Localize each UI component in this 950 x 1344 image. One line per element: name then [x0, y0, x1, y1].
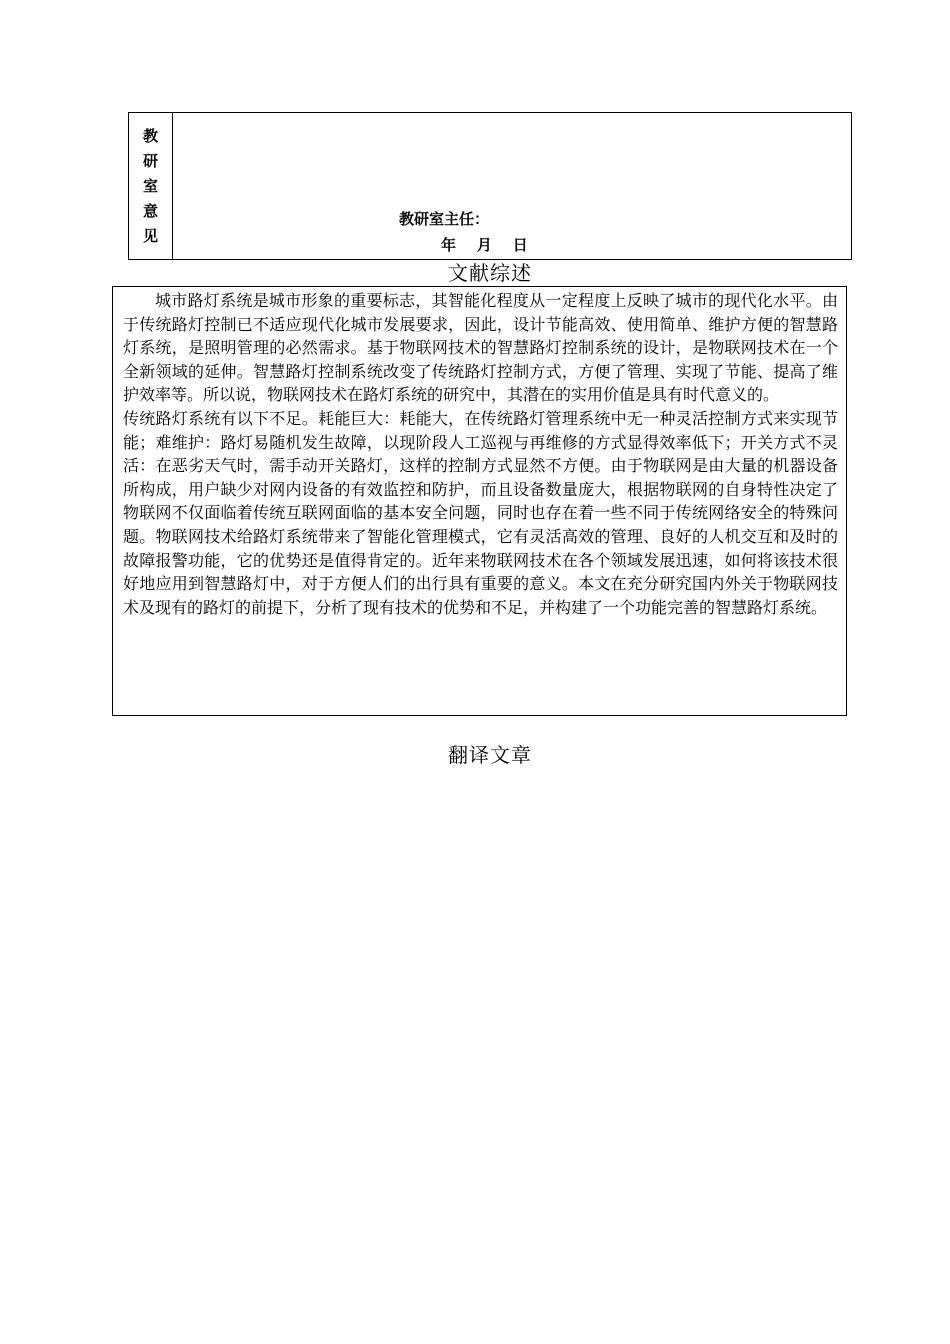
- review-paragraph-2: 传统路灯系统有以下不足。耗能巨大：耗能大，在传统路灯管理系统中无一种灵活控制方式来实现节能；难维护：路灯易随机发生故障，以现阶段人工巡视与再维修的方式显得效率低下；开关方式不灵活：在恶劣天气时，需手动开关路灯，这样的控制方式显然不方便。由于物联网是由大量的机器设备所构成，用户缺少对网内设备的有效监控和防护，而且设备数量庞大，根据物联网的自身特性决定了物联网不仅面临着传统互联网面临的基本安全问题，同时也存在着一些不同于传统网络安全的特殊问题。物联网技术给路灯系统带来了智能化管理模式，它有灵活高效的管理、良好的人机交互和及时的故障报警功能，它的优势还是值得肯定的。近年来物联网技术在各个领域发展迅速，如何将该技术很好地应用到智慧路灯中，对于方便人们的出行具有重要的意义。本文在充分研究国内外关于物联网技术及现有的路灯的前提下，分析了现有技术的优势和不足，并构建了一个功能完善的智慧路灯系统。: [123, 408, 838, 617]
- literature-review-box: [112, 286, 847, 716]
- department-opinion-content: [173, 113, 851, 259]
- label-char: 意: [142, 202, 158, 220]
- director-signature-label: 教研室主任：: [399, 210, 490, 228]
- literature-review-heading: 文献综述: [448, 261, 532, 285]
- department-opinion-table: [128, 112, 852, 260]
- translation-heading: 翻译文章: [448, 743, 532, 767]
- label-char: 室: [142, 177, 158, 195]
- department-opinion-label: [129, 113, 173, 259]
- label-char: 见: [142, 227, 158, 245]
- review-paragraph-1: 城市路灯系统是城市形象的重要标志，其智能化程度从一定程度上反映了城市的现代化水平。由于传统路灯控制已不适应现代化城市发展要求，因此，设计节能高效、使用简单、维护方便的智慧路灯系统，是照明管理的必然需求。基于物联网技术的智慧路灯控制系统的设计，是物联网技术在一个全新领域的延伸。智慧路灯控制系统改变了传统路灯控制方式，方便了管理、实现了节能、提高了维护效率等。所以说，物联网技术在路灯系统的研究中，其潜在的实用价值是具有时代意义的。: [123, 291, 838, 405]
- label-char: 研: [142, 152, 158, 170]
- label-char: 教: [142, 127, 158, 145]
- date-line: 年 月 日: [441, 236, 528, 254]
